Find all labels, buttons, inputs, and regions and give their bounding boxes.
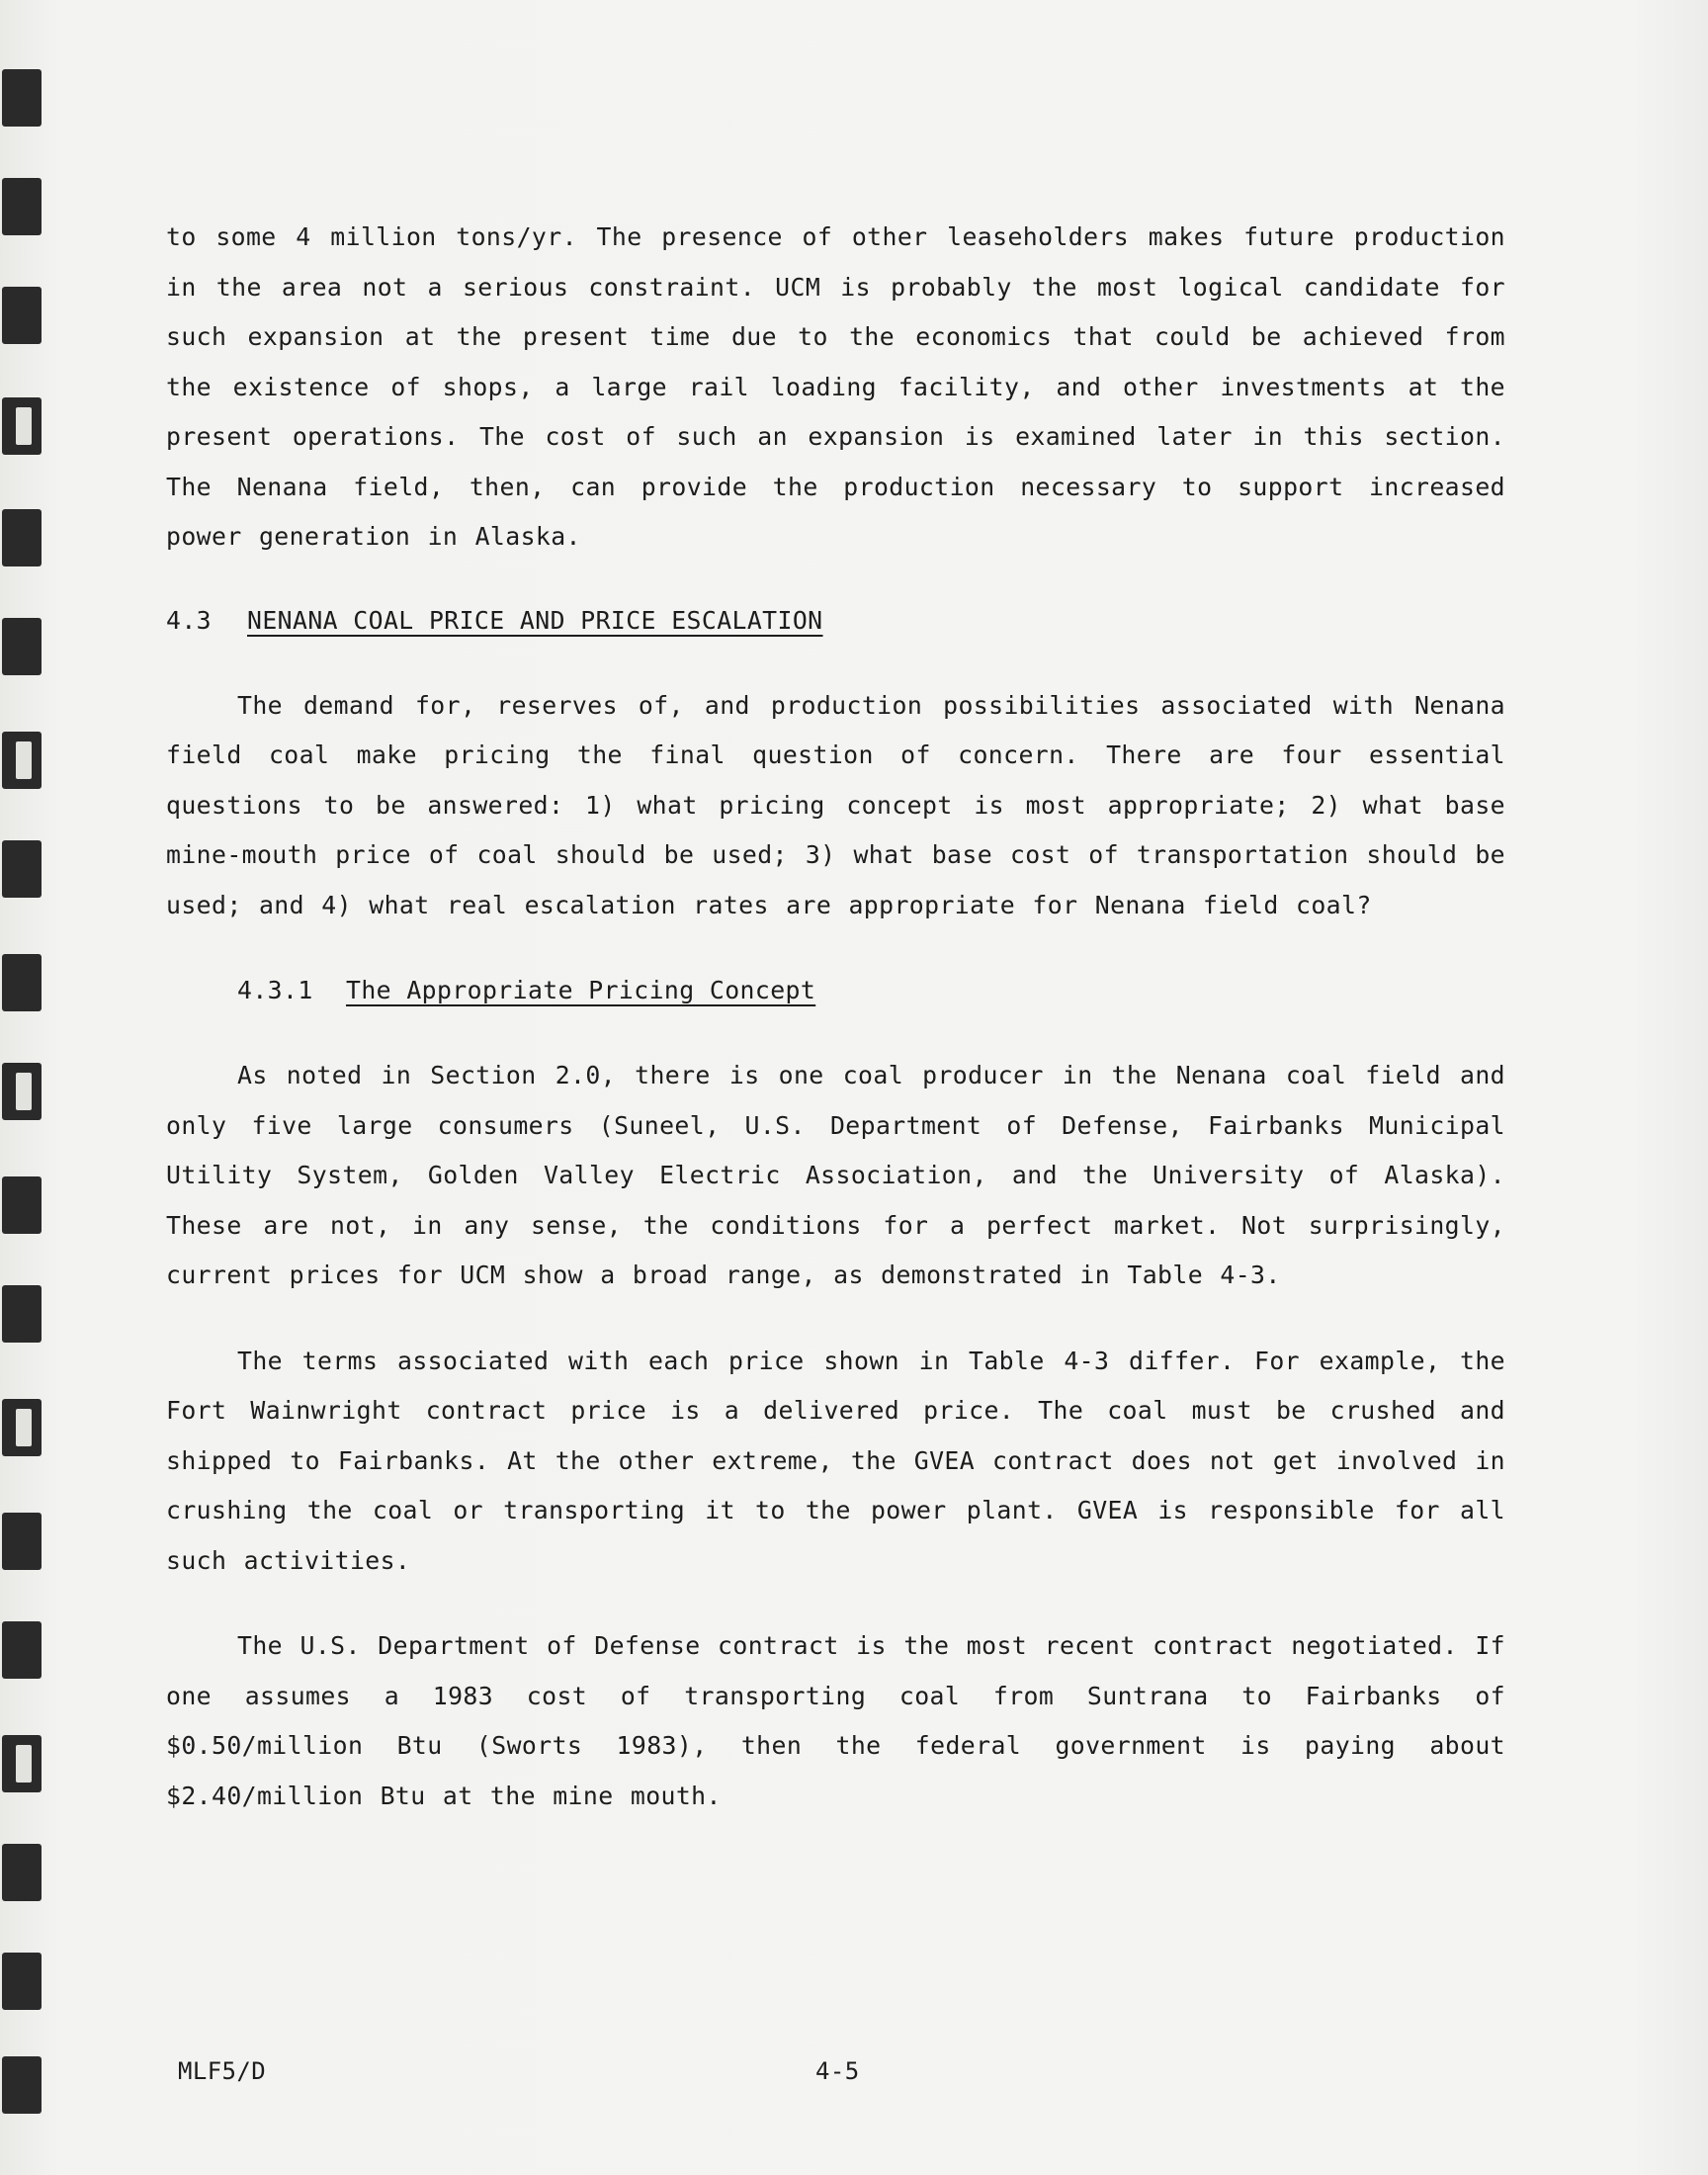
binder-hole-icon (2, 954, 42, 1011)
binder-hole-icon (2, 1513, 42, 1570)
binder-hole-icon (2, 1621, 42, 1679)
binder-hole-icon (2, 178, 42, 235)
subsection-paragraph-2: The terms associated with each price shown in Table 4-3 differ. For example, the Fort Wainwright contract price is a delivered price. The coal must be crushed and shipped to Fairbanks. At the other extreme, the GVEA contract does not get involved in crushing the coal or transporting it to the power plant. GVEA is responsible for all such activities. (166, 1346, 1505, 1575)
binder-hole-icon (2, 1735, 42, 1792)
section-number: 4.3 (166, 605, 212, 635)
binder-hole-icon (2, 1844, 42, 1901)
subsection-number: 4.3.1 (237, 976, 313, 1004)
binder-hole-icon (2, 69, 42, 127)
subsection-heading (166, 966, 1505, 1015)
binder-hole-icon (2, 618, 42, 675)
binder-hole-icon (2, 1063, 42, 1120)
paragraph-intro: to some 4 million tons/yr. The presence of other leaseholders makes future production in the area not a serious constraint. UCM is probably the most logical candidate for such expansion at the present time due to the economics that could be achieved from the existence of shops, a large rail loading facility, and other investments at the present operations. The cost of such an expansion is examined later in this section. The Nenana field, then, can provide the production necessary to support increased power generation in Alaska. (166, 222, 1505, 551)
binder-hole-icon (2, 1176, 42, 1234)
subsection-paragraph-1: As noted in Section 2.0, there is one coal producer in the Nenana coal field and only five large consumers (Suneel, U.S. Department of Defense, Fairbanks Municipal Utility System, Golden Valley Electric Association, and the University of Alaska). These are not, in any sense, the conditions for a perfect market. Not surprisingly, current prices for UCM show a broad range, as demonstrated in Table 4-3. (166, 1061, 1505, 1289)
binder-hole-icon (2, 1953, 42, 2010)
binder-hole-icon (2, 1399, 42, 1456)
page-number: 4-5 (815, 2057, 860, 2085)
binder-hole-icon (2, 1285, 42, 1343)
document-id: MLF5/D (178, 2057, 267, 2085)
binder-hole-icon (2, 509, 42, 566)
section-title: NENANA COAL PRICE AND PRICE ESCALATION (247, 605, 823, 635)
document-body (166, 213, 1505, 1821)
binder-holes (0, 69, 49, 2145)
binder-hole-icon (2, 397, 42, 455)
binder-hole-icon (2, 287, 42, 344)
subsection-paragraph-3: The U.S. Department of Defense contract is the most recent contract negotiated. If one assumes a 1983 cost of transporting coal from Suntrana to Fairbanks of $0.50/million Btu (Sworts 1983), then the federal government is paying about $2.40/million Btu at the mine mouth. (166, 1631, 1505, 1810)
binder-hole-icon (2, 840, 42, 898)
section-paragraph: The demand for, reserves of, and production possibilities associated with Nenana field coal make pricing the final question of concern. There are four essential questions to be answered: 1) what pricing concept is most appropriate; 2) what base mine-mouth price of coal should be used; 3) what base cost of transportation should be used; and 4) what real escalation rates are appropriate for Nenana field coal? (166, 690, 1505, 919)
binder-hole-icon (2, 732, 42, 789)
subsection-title: The Appropriate Pricing Concept (346, 976, 816, 1004)
section-heading (166, 596, 1505, 646)
binder-hole-icon (2, 2056, 42, 2114)
